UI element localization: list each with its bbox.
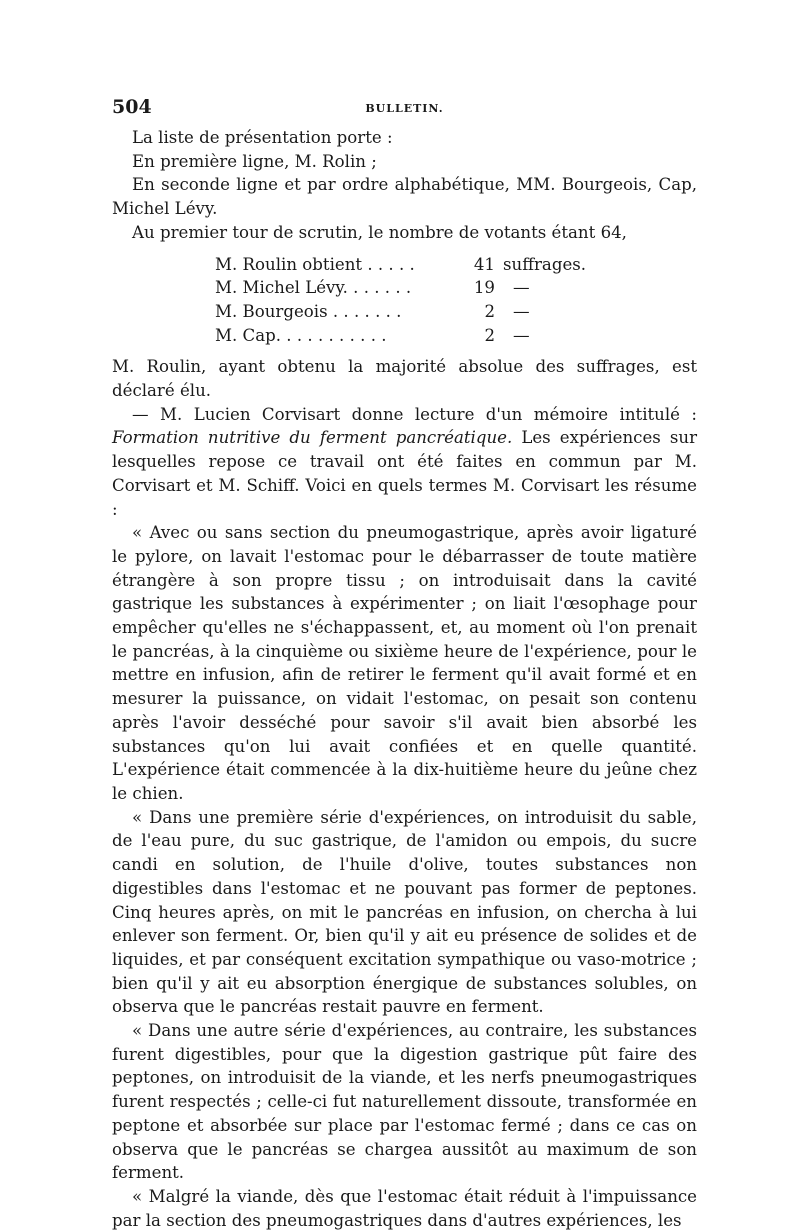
quote-paragraph: « Malgré la viande, dès que l'estomac était réduit à l'impuissance par la section des pneumogastriques dans d'autres expériences, les: [112, 1186, 697, 1230]
election-result: M. Roulin, ayant obtenu la majorité absolue des suffrages, est déclaré élu.: [112, 357, 697, 401]
vote-count: 2: [484, 301, 495, 321]
candidate-name: M. Bourgeois . . . . . . .: [215, 301, 402, 321]
vote-unit: suffrages.: [503, 254, 587, 274]
paragraph: Au premier tour de scrutin, le nombre de votants étant 64,: [132, 222, 627, 242]
vote-unit: —: [513, 325, 530, 345]
vote-row: [215, 300, 613, 324]
vote-count: 19: [473, 278, 495, 298]
paragraph: La liste de présentation porte :: [132, 128, 393, 147]
candidate-name: M. Cap. . . . . . . . . . .: [215, 325, 387, 345]
corvisart-intro: — M. Lucien Corvisart donne lecture d'un mémoire intitulé :: [132, 404, 697, 424]
document-page: [112, 96, 697, 1232]
candidate-name: M. Michel Lévy. . . . . . .: [215, 278, 412, 298]
quote-paragraph: « Dans une première série d'expériences, on introduisit du sable, de l'eau pure, du suc gastrique, de l'amidon ou empois, du sucre candi en solution, de l'huile d'olive, toutes substances non digestibles dans l'estomac et ne pouvant pas former de peptones. Cinq heures après, on mit le pancréas en infusion, on chercha à lui enlever son ferment. Or, bien qu'il y ait eu présence de solides et de liquides, et par conséquent excitation sympathique ou vaso-motrice ; bien qu'il y ait eu absorption énergique de substances solubles, on observa que le pancréas restait pauvre en ferment.: [112, 807, 697, 1017]
vote-unit: —: [513, 301, 530, 321]
paragraph: En seconde ligne et par ordre alphabétique, MM. Bourgeois, Cap, Michel Lévy.: [112, 175, 697, 219]
vote-row: [215, 324, 613, 348]
vote-unit: —: [513, 278, 530, 298]
paragraph: En première ligne, M. Rolin ;: [132, 151, 377, 171]
vote-count: 41: [473, 254, 495, 274]
memoir-title: Formation nutritive du ferment pancréatique.: [112, 428, 513, 448]
running-head: BULLETIN.: [365, 102, 444, 115]
vote-row: [215, 276, 613, 300]
vote-row: [215, 253, 613, 277]
corvisart-rest: Les expériences sur lesquelles repose ce travail ont été faites en commun par M. Corvisart et M. Schiff. Voici en quels termes M. Corvisart les résume :: [112, 428, 697, 519]
page-number: 504: [112, 96, 152, 118]
candidate-name: M. Roulin obtient . . . . .: [215, 254, 415, 274]
quote-paragraph: « Dans une autre série d'expériences, au contraire, les substances furent digestibles, pour que la digestion gastrique pût faire des peptones, on introduisit de la viande, et les nerfs pneumogastriques furent respectés ; celle-ci fut naturellement dissoute, transformée en peptone et absorbée sur place par l'estomac fermé ; dans ce cas on observa que le pancréas se chargea aussitôt au maximum de son ferment.: [112, 1021, 697, 1183]
vote-results-table: [215, 253, 613, 348]
vote-count: 2: [484, 325, 495, 345]
quote-paragraph: « Avec ou sans section du pneumogastrique, après avoir ligaturé le pylore, on lavait l'estomac pour le débarrasser de toute matière étrangère à son propre tissu ; on introduisait dans la cavité gastrique les substances à expérimenter ; on liait l'œsophage pour empêcher qu'elles ne s'échappassent, et, au moment où l'on prenait le pancréas, à la cinquième ou sixième heure de l'expérience, pour le mettre en infusion, afin de retirer le ferment qu'il avait formé et en mesurer la puissance, on vidait l'estomac, on pesait son contenu après l'avoir desséché pour savoir s'il avait bien absorbé les substances qu'on lui avait confiées et en quelle quantité. L'expérience était commencée à la dix-huitième heure du jeûne chez le chien.: [112, 523, 697, 803]
body-text: [112, 126, 697, 1232]
page-header: [112, 96, 697, 126]
corvisart-paragraph: [112, 403, 697, 522]
